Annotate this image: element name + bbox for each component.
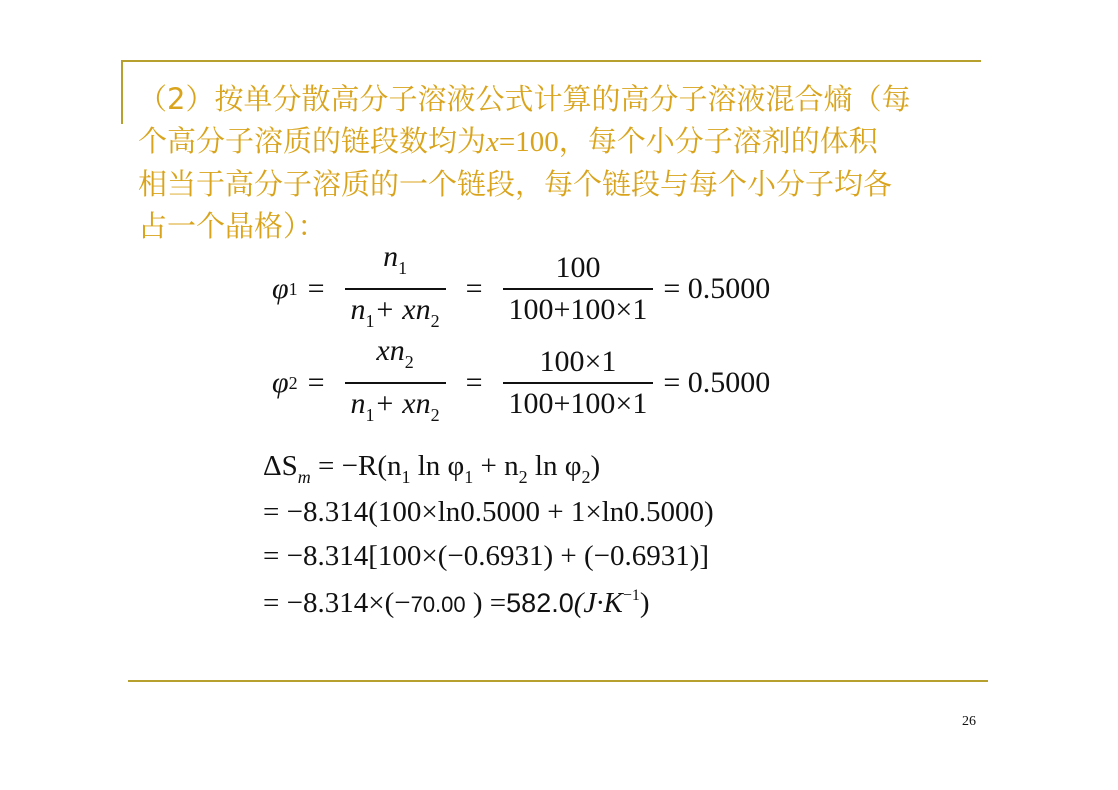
left-accent-bar	[121, 60, 123, 124]
phi2-fraction-numeric: $\frac{100\times 1}{100+100\times 1}$	[503, 342, 654, 424]
entropy-step-2: = −8.314[100×(−0.6931) + (−0.6931)]	[263, 540, 710, 572]
phi1-fraction-numeric: $\frac{100}{100+100\times 1}$	[503, 248, 654, 330]
entropy-result-value: 582.0	[506, 588, 574, 618]
intro-line-1: （2）按单分散高分子溶液公式计算的高分子溶液混合熵（每	[138, 82, 911, 116]
phi2-fraction-symbolic: $\frac{xn_2}{n_1+ xn_2}$	[345, 331, 446, 435]
phi1-equation: φ 1 = $\frac{n_1}{n_1+ xn_2}$ = $\frac{100}{100+100\times 1}$ = 0.5000	[272, 237, 770, 341]
intro-text	[138, 78, 988, 247]
intro-line-3: 相当于高分子溶质的一个链段，每个链段与每个小分子均各	[138, 167, 893, 201]
intro-line-2: 个高分子溶质的链段数均为x=100，每个小分子溶剂的体积	[138, 124, 878, 158]
intro-line-4: 占一个晶格）：	[138, 209, 327, 243]
entropy-step-1: = −8.314(100×ln0.5000 + 1×ln0.5000)	[263, 496, 714, 528]
bottom-rule	[128, 680, 988, 682]
page-number: 26	[962, 714, 976, 729]
phi1-fraction-symbolic: $\frac{n_1}{n_1+ xn_2}$	[345, 237, 446, 341]
entropy-formula: $\Delta S_m = -R(n_1$ $\ln \varphi_1 + n_2$ $\ln \varphi_2$)	[263, 450, 601, 487]
phi2-result: = 0.5000	[663, 366, 771, 399]
entropy-step-3: = −8.314×(−70.00 ) $=582.0(J\cdot K^{-1})$	[263, 587, 650, 619]
phi2-equation: φ 2 = $\frac{xn_2}{n_1+ xn_2}$ = $\frac{100\times 1}{100+100\times 1}$ = 0.5000	[272, 331, 770, 435]
phi1-result: = 0.5000	[663, 272, 771, 305]
top-rule	[121, 60, 981, 62]
